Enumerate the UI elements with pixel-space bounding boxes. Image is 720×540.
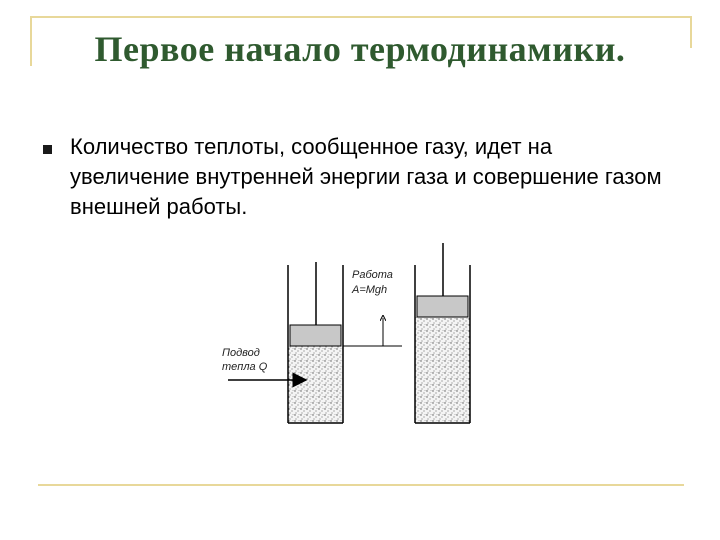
heat-label-line1: Подвод: [222, 347, 260, 359]
work-label-line1: Работа: [352, 269, 393, 281]
left-gas: [288, 346, 343, 423]
work-label-line2: A=Mgh: [352, 284, 388, 296]
slide-title: Первое начало термодинамики.: [94, 29, 626, 69]
right-gas: [415, 317, 470, 423]
left-cylinder: [288, 262, 343, 423]
right-piston: [417, 296, 468, 317]
bullet-text: Количество теплоты, сообщенное газу, идет на увеличение внутренней энергии газа и совершение газом внешней работы.: [70, 134, 662, 219]
left-piston: [290, 325, 341, 346]
right-cylinder: [415, 243, 470, 423]
heat-label-line2: тепла Q: [222, 361, 268, 373]
